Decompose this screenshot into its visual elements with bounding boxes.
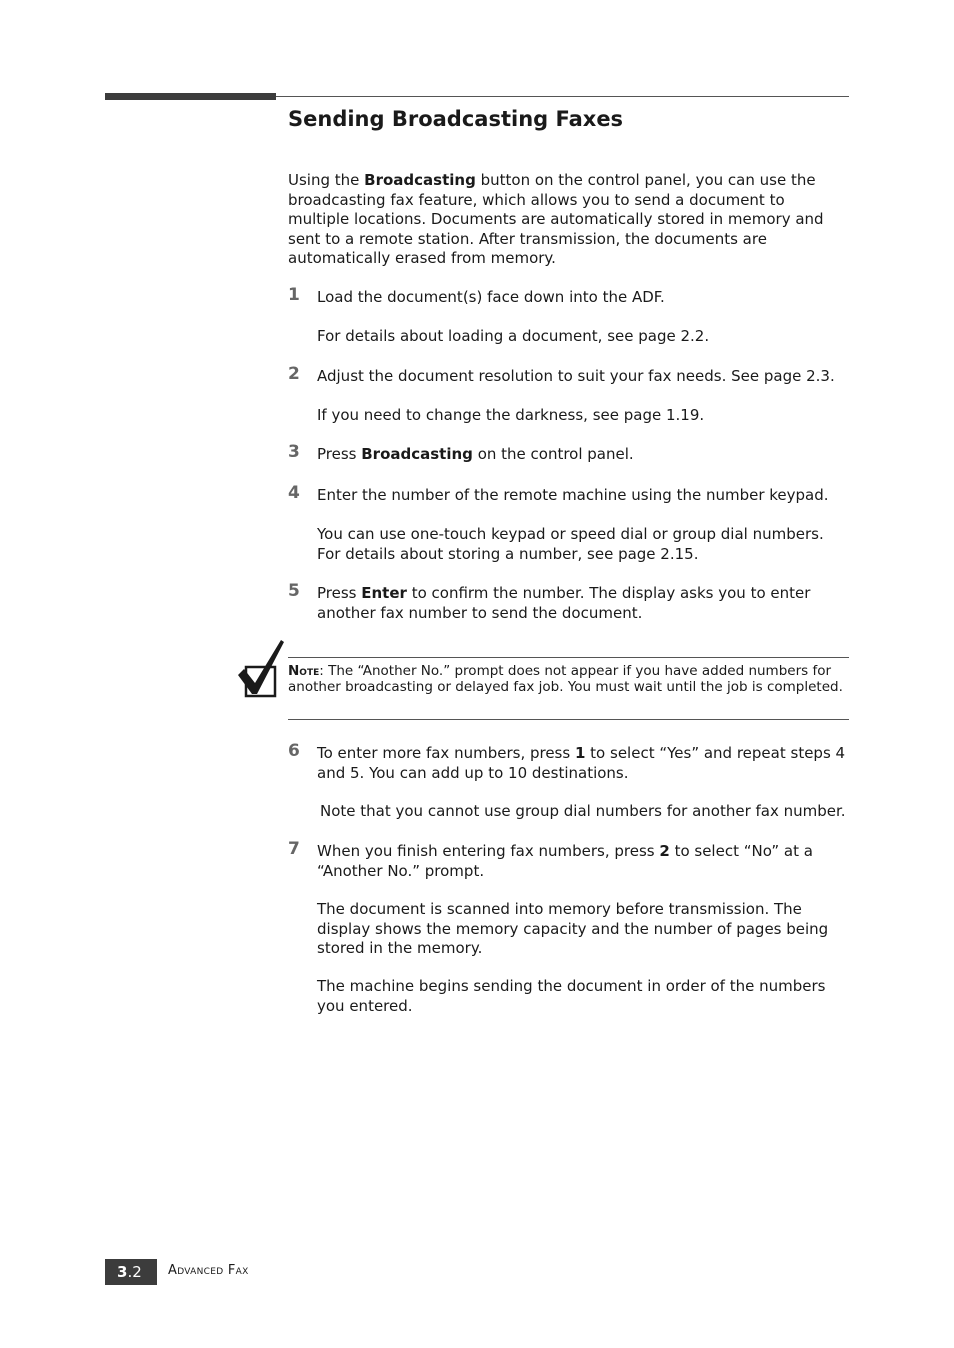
intro-text-bold: Broadcasting — [364, 171, 476, 189]
step-text — [317, 744, 850, 783]
step-text-pre: When you finish entering fax numbers, press — [317, 842, 660, 860]
note-rule-top — [288, 657, 849, 658]
step-number: 1 — [288, 285, 300, 305]
intro-text-pre: Using the — [288, 171, 365, 189]
step-text: Adjust the document resolution to suit your fax needs. See page 2.3. — [317, 367, 835, 385]
page-title: Sending Broadcasting Faxes — [288, 107, 624, 131]
note-label: Note — [288, 663, 320, 679]
step-7-detail-1: The document is scanned into memory before transmission. The display shows the memory capacity and the number of pages being stored in the memory. — [317, 900, 829, 957]
chapter-number: 3 — [117, 1263, 128, 1281]
step-number: 5 — [288, 581, 300, 601]
step-number: 7 — [288, 839, 300, 859]
step-text: Enter the number of the remote machine using the number keypad. — [317, 486, 829, 504]
step-text-pre: Press — [317, 584, 362, 602]
step-1-detail: For details about loading a document, see page 2.2. — [317, 327, 710, 345]
note-body: : The “Another No.” prompt does not appear if you have added numbers for another broadcasting or delayed fax job. You must wait until the job is completed. — [288, 663, 843, 695]
step-2-detail: If you need to change the darkness, see page 1.19. — [317, 406, 705, 424]
header-rule-thick — [105, 93, 276, 100]
step-text-bold: Enter — [361, 584, 407, 602]
step-text: Load the document(s) face down into the ADF. — [317, 288, 665, 306]
step-number: 6 — [288, 741, 300, 761]
step-text — [317, 445, 850, 465]
step-text — [317, 584, 850, 623]
page-number: .2 — [127, 1263, 142, 1281]
step-text-bold: 1 — [574, 744, 586, 762]
step-6-detail: Note that you cannot use group dial numbers for another fax number. — [320, 802, 846, 820]
step-text-bold: Broadcasting — [361, 445, 473, 463]
note-text — [288, 664, 850, 695]
chapter-title: Advanced Fax — [168, 1263, 249, 1278]
step-4-detail: You can use one-touch keypad or speed dial or group dial numbers. For details about storing a number, see page 2.15. — [317, 525, 824, 563]
intro-paragraph — [288, 171, 850, 269]
step-text-post: to select “Yes” and repeat steps 4 and 5. You can add up to 10 destinations. — [317, 744, 846, 782]
step-number: 2 — [288, 364, 300, 384]
step-text-bold: 2 — [659, 842, 670, 860]
step-7-detail-2: The machine begins sending the document in order of the numbers you entered. — [317, 977, 826, 1015]
note-rule-bottom — [288, 719, 849, 720]
step-text-post: to select “No” at a “Another No.” prompt. — [317, 842, 813, 880]
step-text — [317, 842, 850, 881]
step-text-post: on the control panel. — [472, 445, 634, 463]
step-number: 4 — [288, 483, 300, 503]
step-text-pre: To enter more fax numbers, press — [317, 744, 575, 762]
intro-text-post: button on the control panel, you can use the broadcasting fax feature, which allows you to send a document to multiple locations. Documents are automatically stored in memory and sent to a remote station. After transmission, the documents are automatically erased from memory. — [288, 171, 824, 267]
step-text-post: to confirm the number. The display asks you to enter another fax number to send the document. — [317, 584, 811, 622]
step-number: 3 — [288, 442, 300, 462]
step-text-pre: Press — [317, 445, 362, 463]
checkmark-note-icon — [237, 639, 285, 699]
page-number-tab — [105, 1259, 157, 1285]
header-rule-thin — [276, 96, 849, 97]
